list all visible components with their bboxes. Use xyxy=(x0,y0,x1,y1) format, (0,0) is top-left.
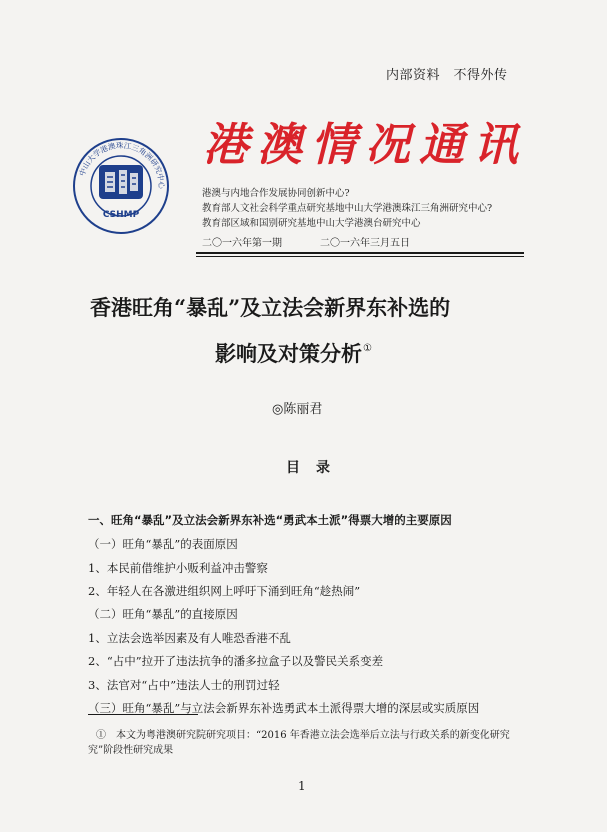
toc-item: 2、“占中”拉开了违法抗争的潘多拉盒子以及警民关系变差 xyxy=(88,654,384,668)
center-line: 教育部区域和国别研究基地中山大学港澳台研究中心 xyxy=(202,218,421,229)
article-title-line-1: 香港旺角“暴乱”及立法会新界东补选的 xyxy=(90,295,451,320)
footnote-divider xyxy=(88,714,198,715)
footnote-marker: ① xyxy=(363,343,372,354)
toc-item: 2、年轻人在各激进组织网上呼吁下涌到旺角“趁热闹” xyxy=(88,584,361,598)
toc-item: 一、旺角“暴乱”及立法会新界东补选“勇武本土派”得票大增的主要原因 xyxy=(88,513,452,527)
toc-item: 1、立法会选举因素及有人唯恐香港不乱 xyxy=(88,631,291,645)
page-number: 1 xyxy=(298,779,306,793)
footnote-line-2: 究”阶段性研究成果 xyxy=(88,745,174,756)
logo-abbreviation: CSHMP xyxy=(102,210,140,220)
center-line: 教育部人文社会科学重点研究基地中山大学港澳珠江三角洲研究中心? xyxy=(202,203,493,214)
article-author: ◎陈丽君 xyxy=(272,402,323,417)
toc-item: （三）旺角“暴乱”与立法会新界东补选勇武本土派得票大增的深层或实质原因 xyxy=(88,701,480,715)
masthead-title: 港澳情况通讯 xyxy=(203,118,528,171)
internal-use-label: 内部资料 不得外传 xyxy=(386,68,508,83)
institute-seal-logo xyxy=(72,137,170,235)
toc-heading: 目录 xyxy=(286,460,346,476)
toc-item: 1、本民前借维护小贩利益冲击警察 xyxy=(88,561,268,575)
issue-date: 二〇一六年三月五日 xyxy=(320,238,410,249)
article-title-line-2 xyxy=(215,338,372,368)
header-divider xyxy=(196,252,524,254)
toc-item: 3、法官对“占中”违法人士的刑罚过轻 xyxy=(88,678,280,692)
issue-line xyxy=(202,234,410,249)
center-line: 港澳与内地合作发展协同创新中心? xyxy=(202,188,350,199)
toc-item: （二）旺角“暴乱”的直接原因 xyxy=(88,607,238,621)
header-divider-thin xyxy=(196,256,524,257)
research-centers xyxy=(202,186,492,231)
footnote-line-1: ① 本文为粤港澳研究院研究项目：“2016 年香港立法会选举后立法与行政关系的新变化研究 xyxy=(96,730,510,741)
article-title-text: 影响及对策分析 xyxy=(215,341,362,366)
logo-ring-text: 中山大学港澳珠江三角洲研究中心 xyxy=(77,140,167,189)
issue-number: 二〇一六年第一期 xyxy=(202,238,282,249)
footnote xyxy=(88,728,548,758)
toc-item: （一）旺角“暴乱”的表面原因 xyxy=(88,537,238,551)
